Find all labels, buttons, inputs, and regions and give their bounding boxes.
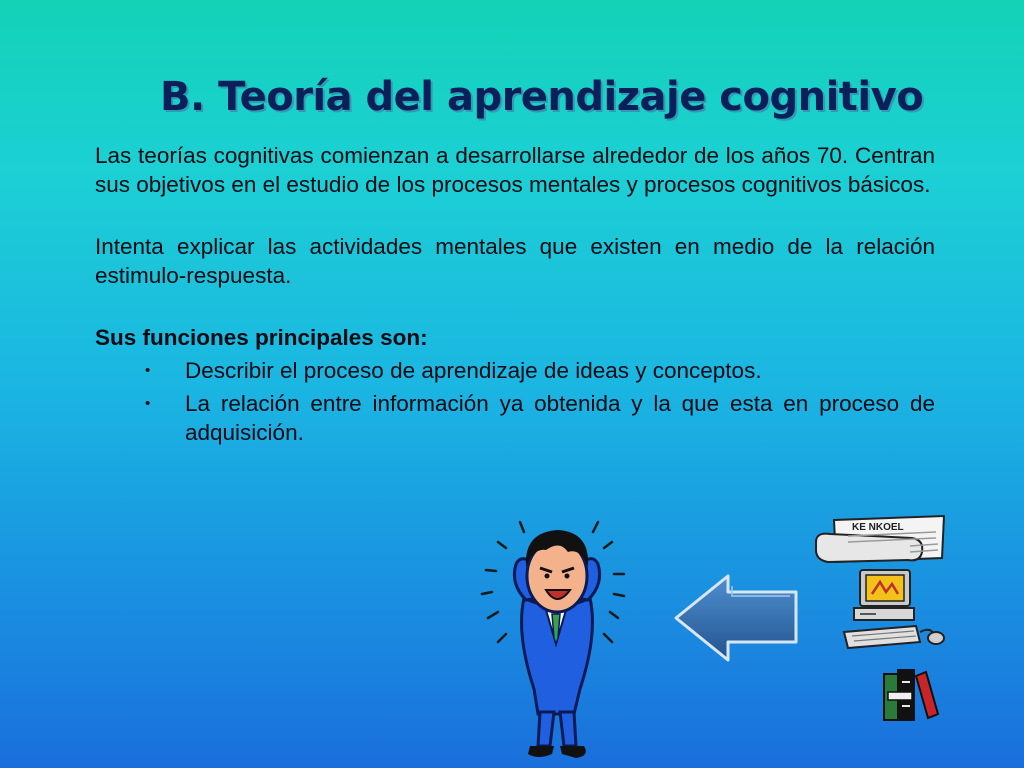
list-item-text: Describir el proceso de aprendizaje de ideas y conceptos. (185, 358, 762, 383)
paragraph-activities: Intenta explicar las actividades mentales que existen en medio de la relación estimulo-respuesta. (95, 234, 935, 288)
list-item-text: La relación entre información ya obtenida y la que esta en proceso de adquisición. (185, 391, 935, 445)
functions-list (95, 356, 935, 447)
newspaper-icon (812, 512, 948, 570)
newspaper-masthead: KE NKOEL (852, 522, 904, 533)
spacer (95, 199, 935, 232)
slide-body (95, 141, 935, 447)
computer-icon (836, 566, 948, 652)
slide-title: B. Teoría del aprendizaje cognitivo (160, 74, 924, 120)
books-icon (880, 662, 942, 724)
left-arrow-icon (672, 572, 802, 664)
list-item (95, 356, 935, 385)
spacer (95, 290, 935, 323)
functions-heading: Sus funciones principales son: (95, 325, 428, 350)
bullet-icon: • (145, 362, 151, 379)
bullet-icon: • (145, 395, 151, 412)
thinking-man-illustration (476, 514, 636, 768)
paragraph-intro: Las teorías cognitivas comienzan a desarrollarse alrededor de los años 70. Centran sus objetivos en el estudio de los procesos mentales y procesos cognitivos básicos. (95, 143, 935, 197)
list-item (95, 389, 935, 447)
